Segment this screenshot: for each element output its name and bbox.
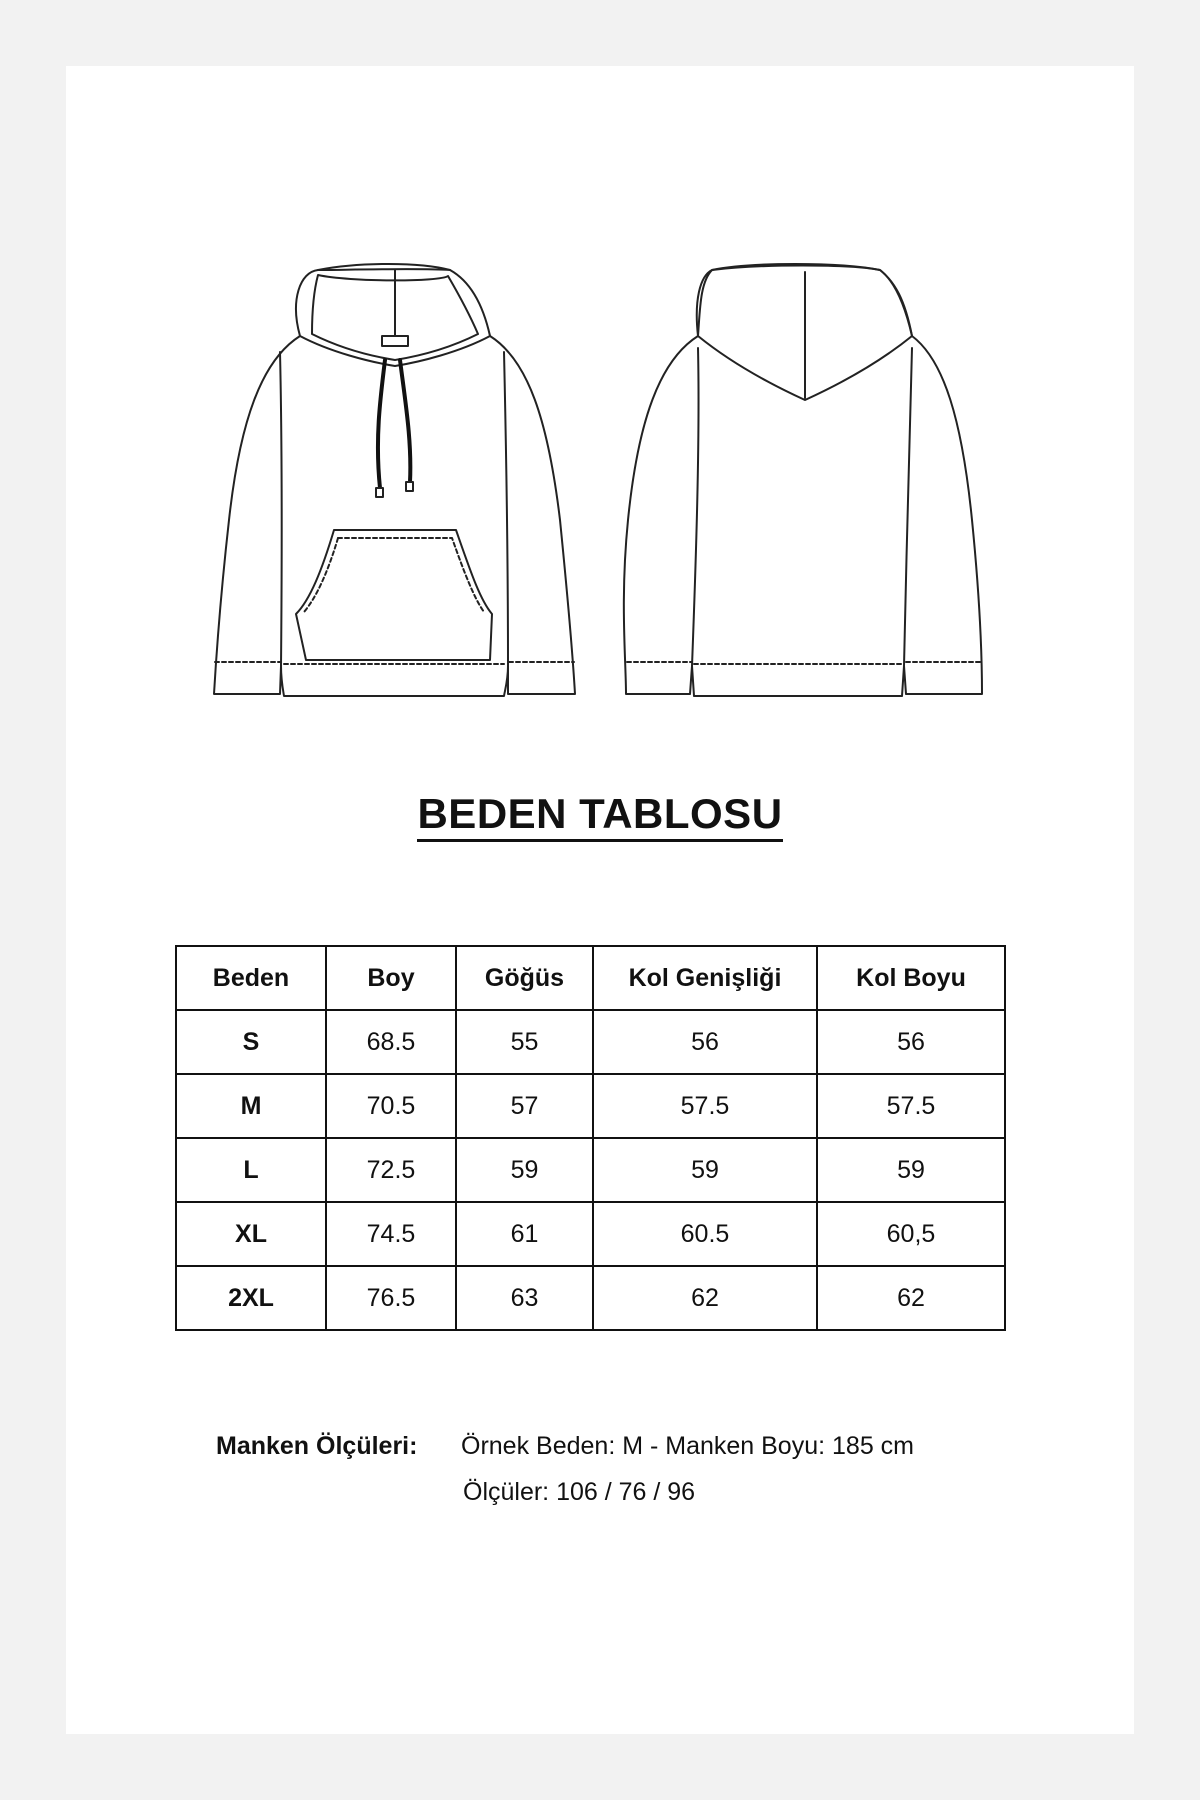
table-row [176,1202,1005,1266]
cell-size: XL [176,1202,326,1266]
cell-gogus: 55 [456,1010,593,1074]
model-line-2: Ölçüler: 106 / 76 / 96 [463,1478,696,1506]
size-table [175,945,1006,1331]
cell-gogus: 57 [456,1074,593,1138]
header-boy: Boy [326,946,456,1010]
size-chart-title [0,790,1200,838]
cell-kol-boyu: 56 [817,1010,1005,1074]
cell-size: S [176,1010,326,1074]
cell-gogus: 63 [456,1266,593,1330]
cell-kol-genisligi: 60.5 [593,1202,817,1266]
cell-kol-genisligi: 62 [593,1266,817,1330]
cell-gogus: 61 [456,1202,593,1266]
table-row [176,1138,1005,1202]
cell-gogus: 59 [456,1138,593,1202]
cell-boy: 70.5 [326,1074,456,1138]
header-kol-boyu: Kol Boyu [817,946,1005,1010]
header-beden: Beden [176,946,326,1010]
cell-kol-genisligi: 57.5 [593,1074,817,1138]
cell-boy: 68.5 [326,1010,456,1074]
table-row [176,1010,1005,1074]
model-line-1: Örnek Beden: M - Manken Boyu: 185 cm [461,1432,914,1460]
size-chart-title-text: BEDEN TABLOSU [417,790,782,842]
header-gogus: Göğüs [456,946,593,1010]
cell-kol-boyu: 59 [817,1138,1005,1202]
table-row [176,1266,1005,1330]
cell-kol-genisligi: 56 [593,1010,817,1074]
hoodie-front-sketch [214,264,575,696]
hoodie-illustrations [0,0,1200,720]
cell-size: L [176,1138,326,1202]
cell-size: M [176,1074,326,1138]
hoodie-back-sketch [624,264,982,696]
cell-kol-boyu: 62 [817,1266,1005,1330]
table-header-row [176,946,1005,1010]
cell-size: 2XL [176,1266,326,1330]
cell-boy: 72.5 [326,1138,456,1202]
cell-kol-boyu: 60,5 [817,1202,1005,1266]
header-kol-genisligi: Kol Genişliği [593,946,817,1010]
table-row [176,1074,1005,1138]
cell-boy: 74.5 [326,1202,456,1266]
cell-boy: 76.5 [326,1266,456,1330]
cell-kol-genisligi: 59 [593,1138,817,1202]
model-label: Manken Ölçüleri: [216,1432,418,1460]
cell-kol-boyu: 57.5 [817,1074,1005,1138]
